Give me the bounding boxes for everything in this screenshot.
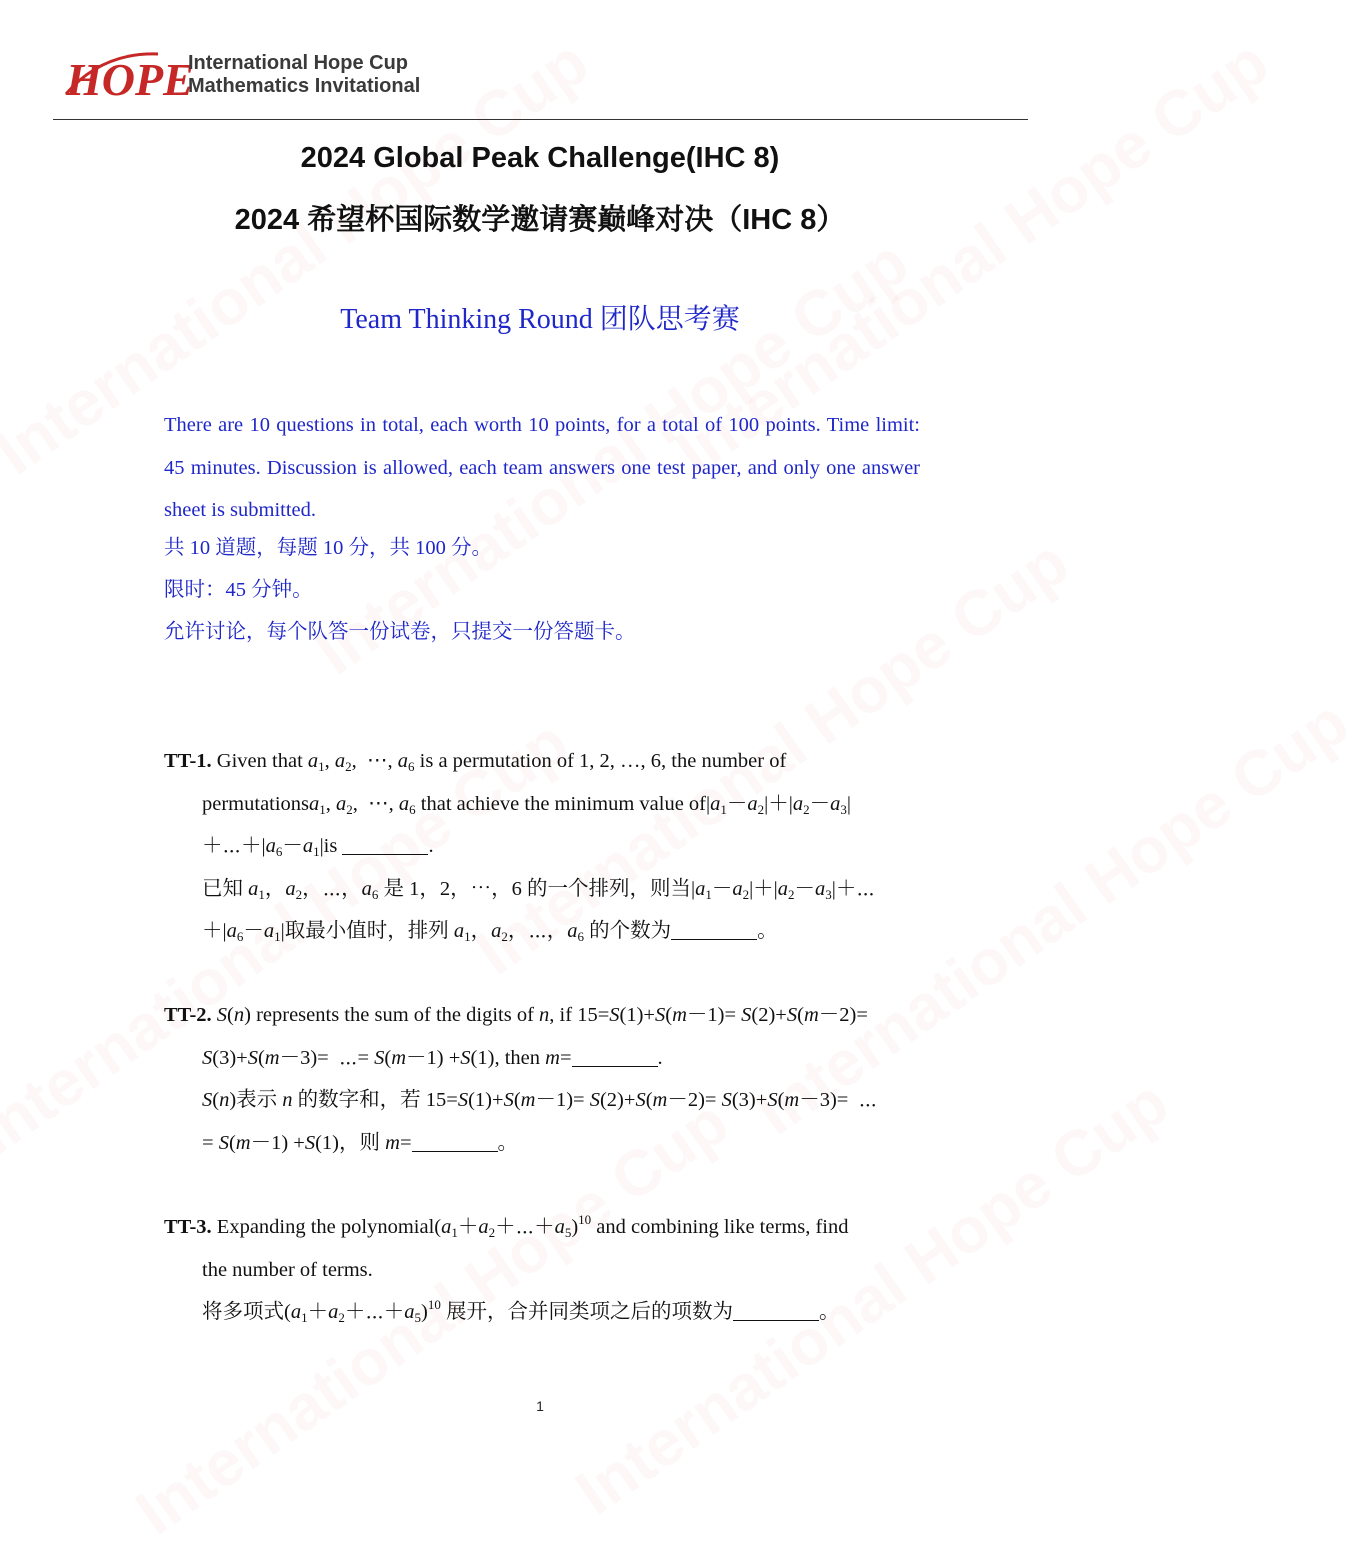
answer-blank [342, 832, 428, 855]
organization-name [188, 52, 420, 98]
question-english-line: permutationsa$_1$, $a_2$, ⋯, $a_6$ that achieve the minimum value $of|a_1-a_2|+|a_2-a_3|$ [202, 792, 851, 817]
header-divider [53, 119, 1028, 120]
instructions-english: There are 10 questions in total, each worth 10 points, for a total of 100 points. Time limit: 45 minutes. Discussion is allowed, each team answers one test paper, and only one answer sheet is submitted. [164, 414, 920, 521]
title-english: 2024 Global Peak Challenge(IHC 8) [300, 142, 780, 174]
question-english-line: the number of terms. [202, 1258, 373, 1281]
question-tt1 [164, 740, 924, 953]
org-line-1: International Hope Cup [188, 52, 408, 74]
page-header [62, 44, 482, 104]
answer-blank [572, 1044, 658, 1067]
logo-wordmark: HOPE [66, 54, 194, 105]
answer-blank [671, 917, 757, 940]
page-number: 1 [536, 1398, 544, 1414]
question-english-line: TT-1. Given that $a_1$, $a_2$, ⋯, $a_6$ is a permutation of 1, 2, …, 6, the number of [164, 750, 787, 774]
question-english-line: TT-2. S(n) represents the sum of the digits of n, if 15=S(1)+S(m－1)= S(2)+S(m－2)= [164, 1004, 868, 1026]
question-chinese-line: $+|a_6-a_1|$取最小值时，排列 $a_1$，$a_2$，⋯，$a_6$ 的个数为 。 [164, 910, 924, 953]
question-chinese-line: S(n)表示 n 的数字和，若 15=S(1)+S(m－1)= S(2)+S(m－2)= S(3)+S(m－3)= ⋯ [202, 1089, 878, 1111]
question-tt2 [164, 994, 924, 1164]
round-title: Team Thinking Round 团队思考赛 [340, 304, 740, 335]
question-chinese-line: 已知 $a_1$，$a_2$，⋯，$a_6$ 是 1，2，⋯，6 的一个排列，则当$|a_1-a_2|+|a_2-a_3|+\cdots$ [202, 877, 875, 902]
question-tt3 [164, 1206, 924, 1334]
question-label: TT-2. [164, 1004, 212, 1026]
title-chinese: 2024 希望杯国际数学邀请赛巅峰对决（IHC 8） [234, 204, 846, 236]
instructions-chinese-2: 限时：45 分钟。 [164, 579, 313, 601]
question-english-line: $+\cdots+|a_6-a_1|is$ . [164, 825, 924, 868]
answer-blank [412, 1129, 498, 1152]
hope-logo [62, 44, 194, 105]
org-line-2: Mathematics Invitational [188, 75, 421, 97]
answer-blank [733, 1298, 819, 1321]
question-label: TT-3. [164, 1216, 212, 1238]
instructions-chinese-3: 允许讨论，每个队答一份试卷，只提交一份答题卡。 [164, 621, 636, 643]
question-label: TT-1. [164, 750, 212, 772]
instructions-chinese-1: 共 10 道题，每题 10 分，共 100 分。 [164, 537, 492, 559]
question-english-line: TT-3. Expanding the $polynomial(a_1+a_2+\cdots+a_5)^{10}$ and combining like terms, find [164, 1212, 849, 1240]
question-chinese-line: = S(m－1) +S(1)，则 m= 。 [164, 1122, 924, 1165]
question-chinese-line: 将多项式$(a_1+a_2+\cdots+a_5)^{10}$ 展开，合并同类项之后的项数为 。 [202, 1297, 840, 1325]
question-english-line: S(3)+S(m－3)= ⋯= S(m－1) +S(1), then m= . [164, 1037, 924, 1080]
